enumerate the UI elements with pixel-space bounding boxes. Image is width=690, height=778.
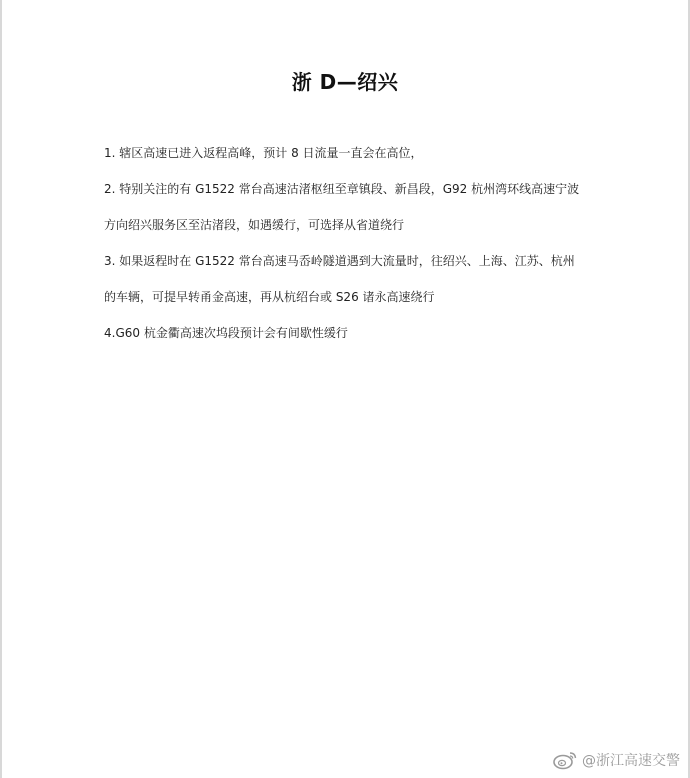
page-left-edge (0, 0, 2, 778)
paragraph-4: 4.G60 杭金衢高速次坞段预计会有间歇性缓行 (104, 326, 348, 340)
paragraph-3-line-1: 3. 如果返程时在 G1522 常台高速马岙岭隧道遇到大流量时，往绍兴、上海、江苏、杭州 (104, 254, 575, 268)
weibo-logo-icon (552, 750, 578, 770)
document-title: 浙 D—绍兴 (291, 70, 399, 94)
paragraph-2-line-2: 方向绍兴服务区至沽渚段，如遇缓行，可选择从省道绕行 (104, 218, 405, 232)
paragraph-1: 1. 辖区高速已进入返程高峰，预计 8 日流量一直会在高位， (104, 146, 423, 160)
paragraph-2-line-1: 2. 特别关注的有 G1522 常台高速沽渚枢纽至章镇段、新昌段，G92 杭州湾环线高速宁波 (104, 182, 580, 196)
watermark-text: @浙江高速交警 (582, 753, 680, 769)
paragraph-3-line-2: 的车辆，可提早转甬金高速，再从杭绍台或 S26 诸永高速绕行 (104, 290, 435, 304)
weibo-watermark (552, 750, 680, 770)
